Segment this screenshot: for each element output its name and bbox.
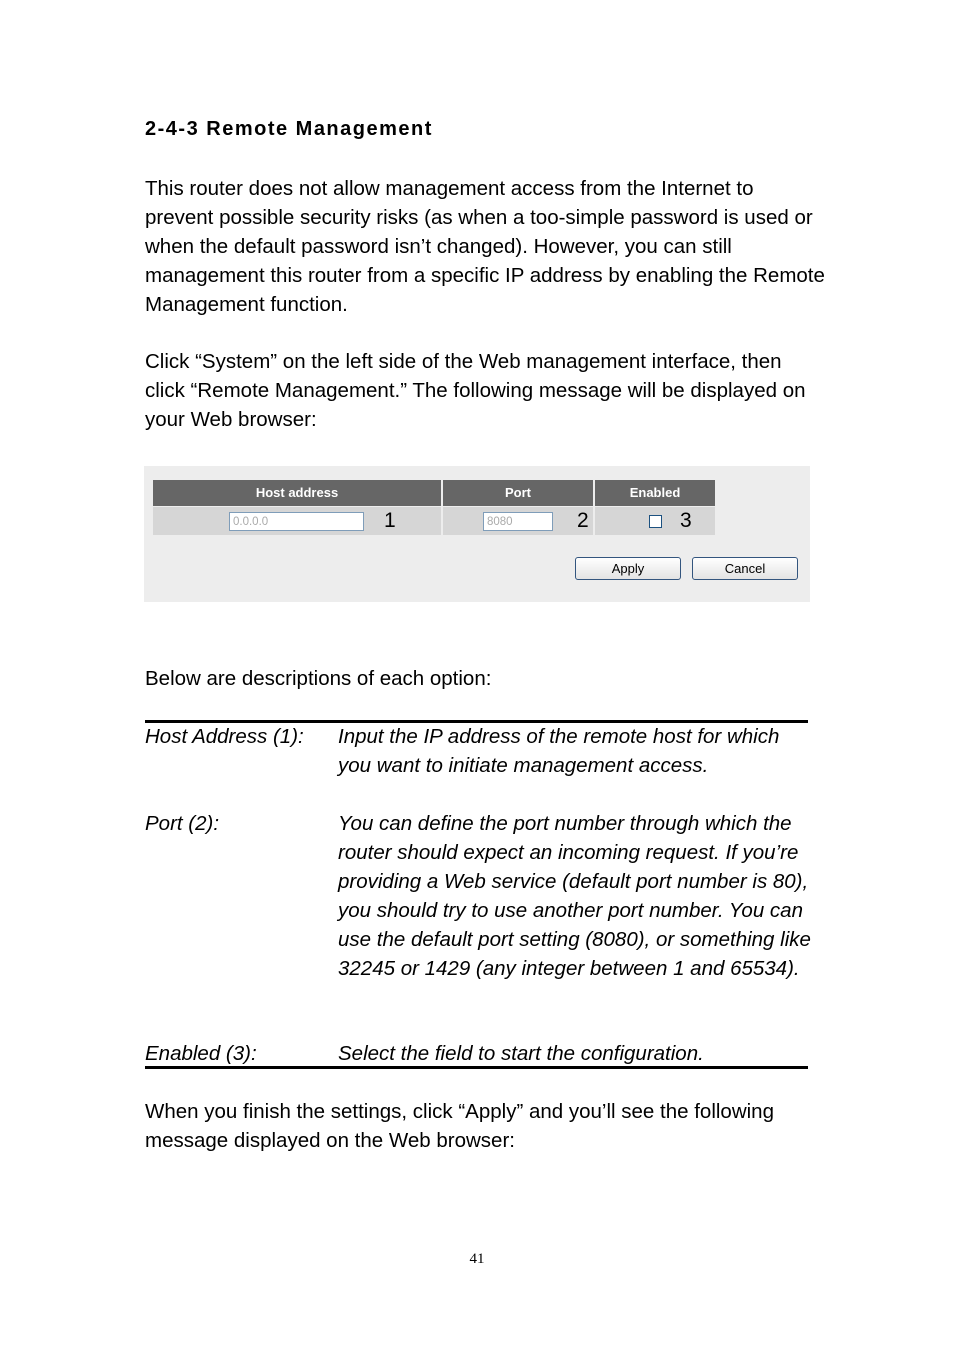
option-term-host: Host Address (1): [145,725,304,748]
port-input[interactable]: 8080 [483,512,553,531]
section-heading: 2-4-3 Remote Management [145,118,433,140]
callout-1: 1 [384,509,396,532]
host-address-cell [153,507,441,535]
option-term-port: Port (2): [145,812,220,835]
intro-paragraph: This router does not allow management access from the Internet to prevent possible security risks (as when a too-simple password is used or when the default password isn’t changed). However, you can still management this router from a specific IP address by enabling the Remote Management function. [145,177,825,316]
callout-2: 2 [577,509,589,532]
apply-button[interactable]: Apply [575,557,681,580]
option-term-enabled: Enabled (3): [145,1042,257,1065]
page-number: 41 [469,1251,485,1267]
option-desc-enabled: Select the field to start the configuration. [338,1042,704,1065]
port-cell [443,507,593,535]
enabled-header: Enabled [595,480,715,506]
option-desc-port: You can define the port number through which the router should expect an incoming request. If you’re providing a Web service (default port number is 80), you should try to use another port number. You can use the default port setting (8080), or something like 32245 or 1429 (any integer between 1 and 65534). [338,812,811,980]
table-bottom-rule [145,1066,808,1069]
host-address-input[interactable]: 0.0.0.0 [229,512,364,531]
closing-paragraph: When you finish the settings, click “Apply” and you’ll see the following message displayed on the Web browser: [145,1100,774,1152]
remote-management-screenshot [144,466,810,602]
host-address-header: Host address [153,480,441,506]
enabled-cell [595,507,715,535]
cancel-button[interactable]: Cancel [692,557,798,580]
port-header: Port [443,480,593,506]
option-desc-host: Input the IP address of the remote host for which you want to initiate management access. [338,725,780,777]
instruction-paragraph: Click “System” on the left side of the Web management interface, then click “Remote Management.” The following message will be displayed on your Web browser: [145,350,806,431]
callout-3: 3 [680,509,692,532]
descriptions-intro: Below are descriptions of each option: [145,667,492,690]
enabled-checkbox[interactable] [649,515,662,528]
